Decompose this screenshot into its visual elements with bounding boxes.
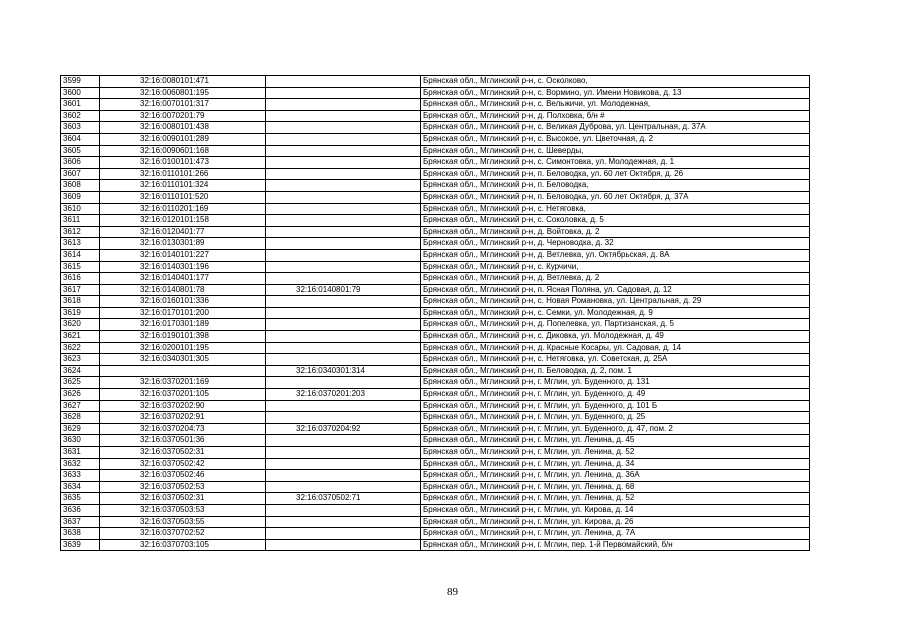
related-cadastral-number-cell <box>266 249 421 261</box>
address-cell: Брянская обл., Мглинский р-н, г. Мглин, ул. Ленина, д. 45 <box>421 435 810 447</box>
address-cell: Брянская обл., Мглинский р-н, п. Беловодка, д. 2, пом. 1 <box>421 365 810 377</box>
table-row <box>61 261 810 273</box>
table-row <box>61 180 810 192</box>
address-cell: Брянская обл., Мглинский р-н, п. Беловодка, ул. 60 лет Октября, д. 26 <box>421 168 810 180</box>
table-row <box>61 435 810 447</box>
related-cadastral-number-cell <box>266 470 421 482</box>
table-row <box>61 539 810 551</box>
cadastral-number-cell: 32:16:0060801:195 <box>100 87 266 99</box>
row-number-cell: 3623 <box>61 354 100 366</box>
address-cell: Брянская обл., Мглинский р-н, д. Полховка, б/н # <box>421 110 810 122</box>
related-cadastral-number-cell <box>266 458 421 470</box>
row-number-cell: 3612 <box>61 226 100 238</box>
related-cadastral-number-cell <box>266 273 421 285</box>
row-number-cell: 3601 <box>61 99 100 111</box>
address-cell: Брянская обл., Мглинский р-н, г. Мглин, ул. Ленина, д. 7А <box>421 528 810 540</box>
cadastral-number-cell: 32:16:0080101:438 <box>100 122 266 134</box>
table-row <box>61 447 810 459</box>
address-cell: Брянская обл., Мглинский р-н, п. Беловодка, ул. 60 лет Октября, д. 37А <box>421 191 810 203</box>
row-number-cell: 3603 <box>61 122 100 134</box>
table-row <box>61 528 810 540</box>
address-cell: Брянская обл., Мглинский р-н, г. Мглин, пер. 1-й Первомайский, б/н <box>421 539 810 551</box>
related-cadastral-number-cell <box>266 435 421 447</box>
table-row <box>61 238 810 250</box>
related-cadastral-number-cell <box>266 412 421 424</box>
address-cell: Брянская обл., Мглинский р-н, с. Соколовка, д. 5 <box>421 215 810 227</box>
address-cell: Брянская обл., Мглинский р-н, г. Мглин, ул. Буденного, д. 47, пом. 2 <box>421 423 810 435</box>
row-number-cell: 3639 <box>61 539 100 551</box>
related-cadastral-number-cell <box>266 157 421 169</box>
table-row <box>61 226 810 238</box>
related-cadastral-number-cell <box>266 191 421 203</box>
related-cadastral-number-cell: 32:16:0370204:92 <box>266 423 421 435</box>
cadastral-number-cell: 32:16:0370502:46 <box>100 470 266 482</box>
cadastral-number-cell: 32:16:0370502:31 <box>100 493 266 505</box>
address-cell: Брянская обл., Мглинский р-н, г. Мглин, ул. Ленина, д. 34 <box>421 458 810 470</box>
row-number-cell: 3610 <box>61 203 100 215</box>
table-row <box>61 470 810 482</box>
cadastral-number-cell: 32:16:0110201:169 <box>100 203 266 215</box>
cadastral-number-cell: 32:16:0080101:471 <box>100 76 266 88</box>
cadastral-number-cell: 32:16:0090101:289 <box>100 133 266 145</box>
address-cell: Брянская обл., Мглинский р-н, г. Мглин, ул. Ленина, д. 52 <box>421 447 810 459</box>
related-cadastral-number-cell <box>266 342 421 354</box>
table-row <box>61 342 810 354</box>
cadastral-number-cell: 32:16:0370201:105 <box>100 389 266 401</box>
row-number-cell: 3600 <box>61 87 100 99</box>
table-row <box>61 76 810 88</box>
cadastral-number-cell: 32:16:0370503:53 <box>100 504 266 516</box>
page-number: 89 <box>447 586 458 598</box>
table-row <box>61 122 810 134</box>
cadastral-number-cell: 32:16:0370703:105 <box>100 539 266 551</box>
related-cadastral-number-cell <box>266 99 421 111</box>
row-number-cell: 3607 <box>61 168 100 180</box>
table-row <box>61 157 810 169</box>
address-cell: Брянская обл., Мглинский р-н, д. Ветлевка, ул. Октябрьская, д. 8А <box>421 249 810 261</box>
cadastral-number-cell: 32:16:0070101:317 <box>100 99 266 111</box>
row-number-cell: 3604 <box>61 133 100 145</box>
address-cell: Брянская обл., Мглинский р-н, с. Шеверды, <box>421 145 810 157</box>
cadastral-number-cell: 32:16:0370502:31 <box>100 447 266 459</box>
row-number-cell: 3609 <box>61 191 100 203</box>
row-number-cell: 3627 <box>61 400 100 412</box>
cadastral-number-cell: 32:16:0370501:36 <box>100 435 266 447</box>
row-number-cell: 3633 <box>61 470 100 482</box>
cadastral-number-cell: 32:16:0190101:398 <box>100 331 266 343</box>
row-number-cell: 3617 <box>61 284 100 296</box>
address-cell: Брянская обл., Мглинский р-н, с. Курчичи, <box>421 261 810 273</box>
table-row <box>61 249 810 261</box>
cadastral-number-cell: 32:16:0370202:90 <box>100 400 266 412</box>
address-cell: Брянская обл., Мглинский р-н, п. Ясная Поляна, ул. Садовая, д. 12 <box>421 284 810 296</box>
table-row <box>61 493 810 505</box>
cadastral-number-cell: 32:16:0370502:53 <box>100 481 266 493</box>
table-row <box>61 365 810 377</box>
table-row <box>61 516 810 528</box>
address-cell: Брянская обл., Мглинский р-н, г. Мглин, ул. Ленина, д. 52 <box>421 493 810 505</box>
table-row <box>61 215 810 227</box>
row-number-cell: 3611 <box>61 215 100 227</box>
row-number-cell: 3634 <box>61 481 100 493</box>
related-cadastral-number-cell: 32:16:0340301:314 <box>266 365 421 377</box>
related-cadastral-number-cell <box>266 307 421 319</box>
table-row <box>61 145 810 157</box>
address-cell: Брянская обл., Мглинский р-н, с. Нетяговка, ул. Советская, д. 25А <box>421 354 810 366</box>
address-cell: Брянская обл., Мглинский р-н, с. Высокое, ул. Цветочная, д. 2 <box>421 133 810 145</box>
cadastral-number-cell: 32:16:0140301:196 <box>100 261 266 273</box>
cadastral-number-cell: 32:16:0170101:200 <box>100 307 266 319</box>
cadastral-number-cell: 32:16:0070201:79 <box>100 110 266 122</box>
table-row <box>61 458 810 470</box>
table-row <box>61 423 810 435</box>
row-number-cell: 3624 <box>61 365 100 377</box>
related-cadastral-number-cell <box>266 331 421 343</box>
row-number-cell: 3619 <box>61 307 100 319</box>
related-cadastral-number-cell <box>266 180 421 192</box>
address-cell: Брянская обл., Мглинский р-н, д. Красные Косары, ул. Садовая, д. 14 <box>421 342 810 354</box>
table-row <box>61 504 810 516</box>
address-cell: Брянская обл., Мглинский р-н, г. Мглин, ул. Кирова, д. 14 <box>421 504 810 516</box>
table-row <box>61 99 810 111</box>
table-row <box>61 389 810 401</box>
address-cell: Брянская обл., Мглинский р-н, д. Черноводка, д. 32 <box>421 238 810 250</box>
related-cadastral-number-cell <box>266 377 421 389</box>
related-cadastral-number-cell <box>266 481 421 493</box>
cadastral-number-cell: 32:16:0090601:168 <box>100 145 266 157</box>
cadastral-number-cell: 32:16:0120101:158 <box>100 215 266 227</box>
table-row <box>61 133 810 145</box>
row-number-cell: 3613 <box>61 238 100 250</box>
related-cadastral-number-cell <box>266 122 421 134</box>
row-number-cell: 3602 <box>61 110 100 122</box>
row-number-cell: 3626 <box>61 389 100 401</box>
table-body <box>61 76 810 551</box>
related-cadastral-number-cell <box>266 528 421 540</box>
related-cadastral-number-cell <box>266 110 421 122</box>
related-cadastral-number-cell <box>266 133 421 145</box>
table-row <box>61 284 810 296</box>
table-row <box>61 331 810 343</box>
table-row <box>61 319 810 331</box>
related-cadastral-number-cell <box>266 76 421 88</box>
address-cell: Брянская обл., Мглинский р-н, г. Мглин, ул. Буденного, д. 101 Б <box>421 400 810 412</box>
related-cadastral-number-cell <box>266 400 421 412</box>
related-cadastral-number-cell <box>266 319 421 331</box>
related-cadastral-number-cell <box>266 238 421 250</box>
table-row <box>61 296 810 308</box>
related-cadastral-number-cell <box>266 447 421 459</box>
related-cadastral-number-cell <box>266 261 421 273</box>
cadastral-number-cell: 32:16:0370502:42 <box>100 458 266 470</box>
related-cadastral-number-cell <box>266 226 421 238</box>
address-cell: Брянская обл., Мглинский р-н, с. Вельжичи, ул. Молодежная, <box>421 99 810 111</box>
table-row <box>61 354 810 366</box>
cadastral-number-cell: 32:16:0200101:195 <box>100 342 266 354</box>
cadastral-number-cell: 32:16:0100101:473 <box>100 157 266 169</box>
address-cell: Брянская обл., Мглинский р-н, с. Новая Романовка, ул. Центральная, д. 29 <box>421 296 810 308</box>
address-cell: Брянская обл., Мглинский р-н, г. Мглин, ул. Ленина, д. 68 <box>421 481 810 493</box>
table-row <box>61 377 810 389</box>
row-number-cell: 3631 <box>61 447 100 459</box>
address-cell: Брянская обл., Мглинский р-н, г. Мглин, ул. Буденного, д. 49 <box>421 389 810 401</box>
address-cell: Брянская обл., Мглинский р-н, с. Симонтовка, ул. Молодежная, д. 1 <box>421 157 810 169</box>
row-number-cell: 3608 <box>61 180 100 192</box>
related-cadastral-number-cell <box>266 203 421 215</box>
table-row <box>61 203 810 215</box>
related-cadastral-number-cell <box>266 215 421 227</box>
row-number-cell: 3614 <box>61 249 100 261</box>
cadastral-number-cell: 32:16:0340301:305 <box>100 354 266 366</box>
related-cadastral-number-cell <box>266 296 421 308</box>
cadastral-number-cell: 32:16:0110101:266 <box>100 168 266 180</box>
table-row <box>61 191 810 203</box>
related-cadastral-number-cell: 32:16:0140801:79 <box>266 284 421 296</box>
address-cell: Брянская обл., Мглинский р-н, г. Мглин, ул. Буденного, д. 131 <box>421 377 810 389</box>
row-number-cell: 3606 <box>61 157 100 169</box>
cadastral-number-cell: 32:16:0140101:227 <box>100 249 266 261</box>
cadastral-number-cell: 32:16:0140401:177 <box>100 273 266 285</box>
related-cadastral-number-cell <box>266 145 421 157</box>
row-number-cell: 3637 <box>61 516 100 528</box>
related-cadastral-number-cell <box>266 354 421 366</box>
cadastral-number-cell: 32:16:0370202:91 <box>100 412 266 424</box>
cadastral-number-cell: 32:16:0140801:78 <box>100 284 266 296</box>
related-cadastral-number-cell <box>266 168 421 180</box>
table-row <box>61 87 810 99</box>
cadastral-number-cell: 32:16:0120401:77 <box>100 226 266 238</box>
cadastral-number-cell <box>100 365 266 377</box>
address-cell: Брянская обл., Мглинский р-н, г. Мглин, ул. Буденного, д. 25 <box>421 412 810 424</box>
table-row <box>61 273 810 285</box>
table-row <box>61 110 810 122</box>
address-cell: Брянская обл., Мглинский р-н, с. Осколково, <box>421 76 810 88</box>
table-row <box>61 400 810 412</box>
row-number-cell: 3638 <box>61 528 100 540</box>
row-number-cell: 3622 <box>61 342 100 354</box>
related-cadastral-number-cell <box>266 87 421 99</box>
cadastral-number-cell: 32:16:0160101:336 <box>100 296 266 308</box>
table-row <box>61 481 810 493</box>
row-number-cell: 3635 <box>61 493 100 505</box>
row-number-cell: 3628 <box>61 412 100 424</box>
row-number-cell: 3629 <box>61 423 100 435</box>
row-number-cell: 3636 <box>61 504 100 516</box>
address-cell: Брянская обл., Мглинский р-н, п. Беловодка, <box>421 180 810 192</box>
address-cell: Брянская обл., Мглинский р-н, д. Попелевка, ул. Партизанская, д. 5 <box>421 319 810 331</box>
property-register-table <box>60 75 810 551</box>
row-number-cell: 3605 <box>61 145 100 157</box>
related-cadastral-number-cell: 32:16:0370502:71 <box>266 493 421 505</box>
address-cell: Брянская обл., Мглинский р-н, с. Нетяговка, <box>421 203 810 215</box>
row-number-cell: 3616 <box>61 273 100 285</box>
table-row <box>61 168 810 180</box>
cadastral-number-cell: 32:16:0110101:520 <box>100 191 266 203</box>
address-cell: Брянская обл., Мглинский р-н, д. Ветлевка, д. 2 <box>421 273 810 285</box>
address-cell: Брянская обл., Мглинский р-н, с. Вормино, ул. Имени Новикова, д. 13 <box>421 87 810 99</box>
cadastral-number-cell: 32:16:0370503:55 <box>100 516 266 528</box>
row-number-cell: 3615 <box>61 261 100 273</box>
row-number-cell: 3618 <box>61 296 100 308</box>
cadastral-number-cell: 32:16:0170301:189 <box>100 319 266 331</box>
related-cadastral-number-cell <box>266 504 421 516</box>
related-cadastral-number-cell <box>266 539 421 551</box>
cadastral-number-cell: 32:16:0130301:89 <box>100 238 266 250</box>
cadastral-number-cell: 32:16:0370201:169 <box>100 377 266 389</box>
row-number-cell: 3625 <box>61 377 100 389</box>
row-number-cell: 3599 <box>61 76 100 88</box>
related-cadastral-number-cell: 32:16:0370201:203 <box>266 389 421 401</box>
row-number-cell: 3632 <box>61 458 100 470</box>
row-number-cell: 3621 <box>61 331 100 343</box>
cadastral-number-cell: 32:16:0370702:52 <box>100 528 266 540</box>
cadastral-number-cell: 32:16:0110101:324 <box>100 180 266 192</box>
table-row <box>61 412 810 424</box>
related-cadastral-number-cell <box>266 516 421 528</box>
address-cell: Брянская обл., Мглинский р-н, с. Диковка, ул. Молодежная, д. 49 <box>421 331 810 343</box>
row-number-cell: 3620 <box>61 319 100 331</box>
address-cell: Брянская обл., Мглинский р-н, с. Семки, ул. Молодежная, д. 9 <box>421 307 810 319</box>
cadastral-number-cell: 32:16:0370204:73 <box>100 423 266 435</box>
address-cell: Брянская обл., Мглинский р-н, г. Мглин, ул. Ленина, д. 36А <box>421 470 810 482</box>
row-number-cell: 3630 <box>61 435 100 447</box>
table-row <box>61 307 810 319</box>
address-cell: Брянская обл., Мглинский р-н, г. Мглин, ул. Кирова, д. 26 <box>421 516 810 528</box>
address-cell: Брянская обл., Мглинский р-н, д. Войтовка, д. 2 <box>421 226 810 238</box>
address-cell: Брянская обл., Мглинский р-н, с. Великая Дуброва, ул. Центральная, д. 37А <box>421 122 810 134</box>
